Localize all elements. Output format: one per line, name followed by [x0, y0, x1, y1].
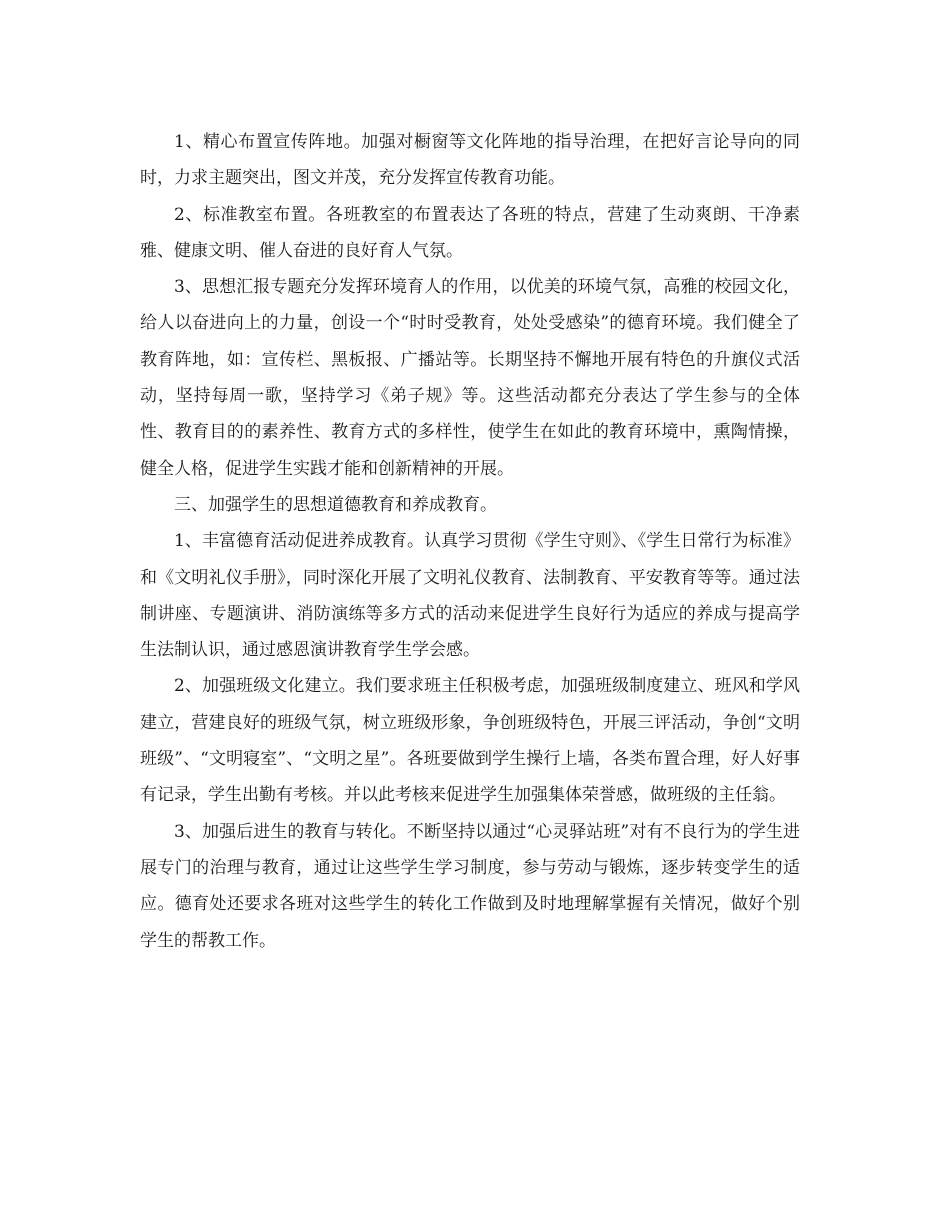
document-body	[140, 124, 800, 959]
paragraph-publicity-position: 1、精心布置宣传阵地。加强对橱窗等文化阵地的指导治理，在把好言论导向的同时，力求主题突出，图文并茂，充分发挥宣传教育功能。	[140, 132, 800, 189]
paragraph-moral-activities: 1、丰富德育活动促进养成教育。认真学习贯彻《学生守则》、《学生日常行为标准》和《文明礼仪手册》，同时深化开展了文明礼仪教育、法制教育、平安教育等等。通过法制讲座、专题演讲、消防演练等多方式的活动来促进学生良好行为适应的养成与提高学生法制认识，通过感恩演讲教育学生学会感。	[140, 531, 800, 661]
section-heading-moral-education: 三、加强学生的思想道德教育和养成教育。	[174, 494, 497, 515]
paragraph-underachiever-education: 3、加强后进生的教育与转化。不断坚持以通过“心灵驿站班”对有不良行为的学生进展专门的治理与教育，通过让这些学生学习制度，参与劳动与锻炼，逐步转变学生的适应。德育处还要求各班对这些学生的转化工作做到及时地理解掌握有关情况，做好个别学生的帮教工作。	[140, 821, 800, 951]
paragraph-classroom-layout: 2、标准教室布置。各班教室的布置表达了各班的特点，营建了生动爽朗、干净素雅、健康文明、催人奋进的良好育人气氛。	[140, 204, 800, 261]
paragraph-environment-education: 3、思想汇报专题充分发挥环境育人的作用，以优美的环境气氛，高雅的校园文化，给人以奋进向上的力量，创设一个“时时受教育，处处受感染”的德育环境。我们健全了教育阵地，如：宣传栏、黑板报、广播站等。长期坚持不懈地开展有特色的升旗仪式活动，坚持每周一歌，坚持学习《弟子规》等。这些活动都充分表达了学生参与的全体性、教育目的的素养性、教育方式的多样性，使学生在如此的教育环境中，熏陶情操，健全人格，促进学生实践才能和创新精神的开展。	[140, 277, 800, 479]
paragraph-class-culture: 2、加强班级文化建立。我们要求班主任积极考虑，加强班级制度建立、班风和学风建立，营建良好的班级气氛，树立班级形象，争创班级特色，开展三评活动，争创“文明班级”、“文明寝室”、“文明之星”。各班要做到学生操行上墙，各类布置合理，好人好事有记录，学生出勤有考核。并以此考核来促进学生加强集体荣誉感，做班级的主任翁。	[140, 676, 800, 806]
